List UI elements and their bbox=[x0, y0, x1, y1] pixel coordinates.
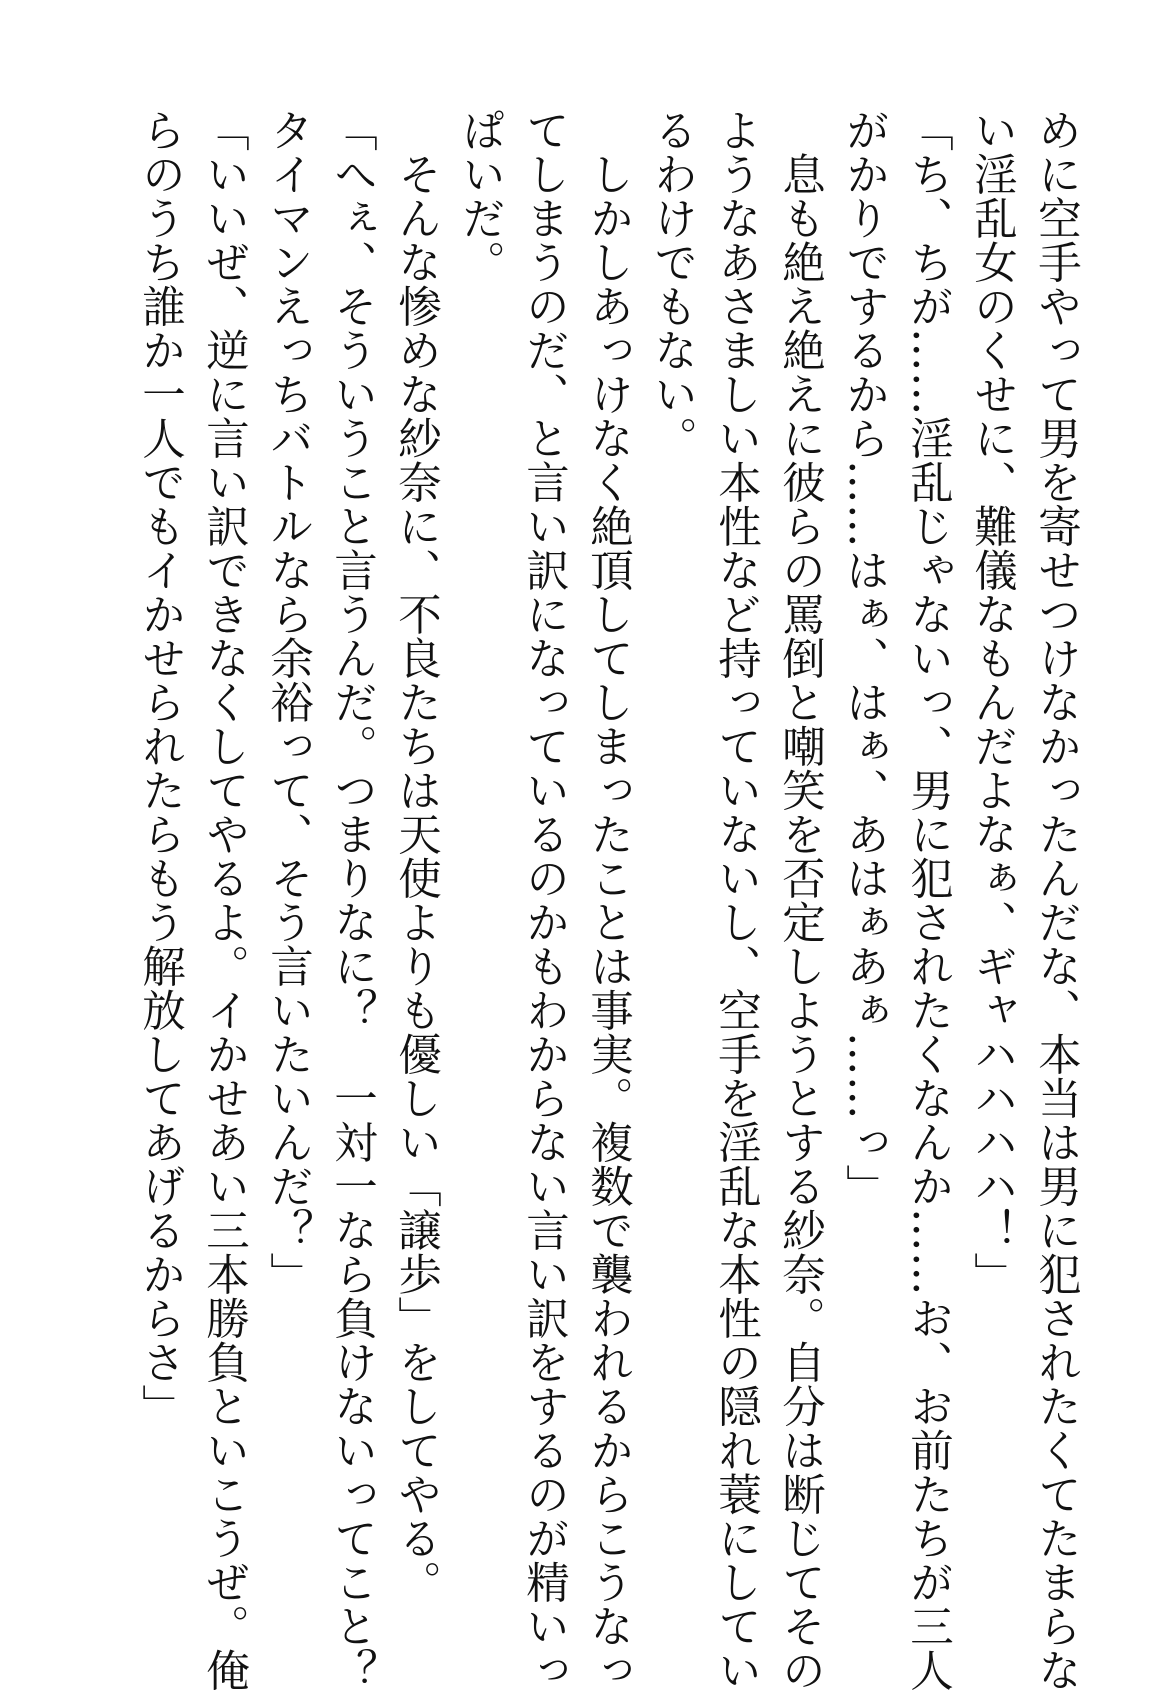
text-line: しかしあっけなく絶頂してしまったことは事実。複数で襲われるからこうなっ bbox=[583, 108, 633, 1692]
text-line: そんな惨めな紗奈に、不良たちは天使よりも優しい「譲歩」をしてやる。 bbox=[391, 108, 441, 1604]
text-line: てしまうのだ、と言い訳になっているのかもわからない言い訳をするのが精いっ bbox=[519, 108, 569, 1692]
text-line: 「へぇ、そういうこと言うんだ。つまりなに？ 一対一なら負けないってこと？ bbox=[327, 108, 377, 1692]
text-line: 息も絶え絶えに彼らの罵倒と嘲笑を否定しようとする紗奈。自分は断じてその bbox=[775, 108, 825, 1692]
text-line: ぱいだ。 bbox=[455, 108, 505, 284]
text-line: めに空手やって男を寄せつけなかったんだな、本当は男に犯されたくてたまらな bbox=[1031, 108, 1081, 1692]
text-line: い淫乱女のくせに、難儀なもんだよなぁ、ギャハハハハ！」 bbox=[967, 108, 1017, 1296]
text-line: ようなあさましい本性など持っていないし、空手を淫乱な本性の隠れ蓑にしてい bbox=[711, 108, 761, 1692]
text-line: るわけでもない。 bbox=[647, 108, 697, 460]
text-line: がかりでするから……はぁ、はぁ、あはぁあぁ……っ」 bbox=[839, 108, 889, 1208]
text-line: 「いいぜ、逆に言い訳できなくしてやるよ。イかせあい三本勝負といこうぜ。俺 bbox=[199, 108, 249, 1692]
vertical-text-body bbox=[78, 108, 1088, 1692]
text-line: らのうち誰か一人でもイかせられたらもう解放してあげるからさ」 bbox=[135, 108, 185, 1428]
text-line: タイマンえっちバトルなら余裕って、そう言いたいんだ？」 bbox=[263, 108, 313, 1296]
text-line: 「ち、ちが……淫乱じゃないっ、男に犯されたくなんか……お、お前たちが三人 bbox=[903, 108, 953, 1692]
